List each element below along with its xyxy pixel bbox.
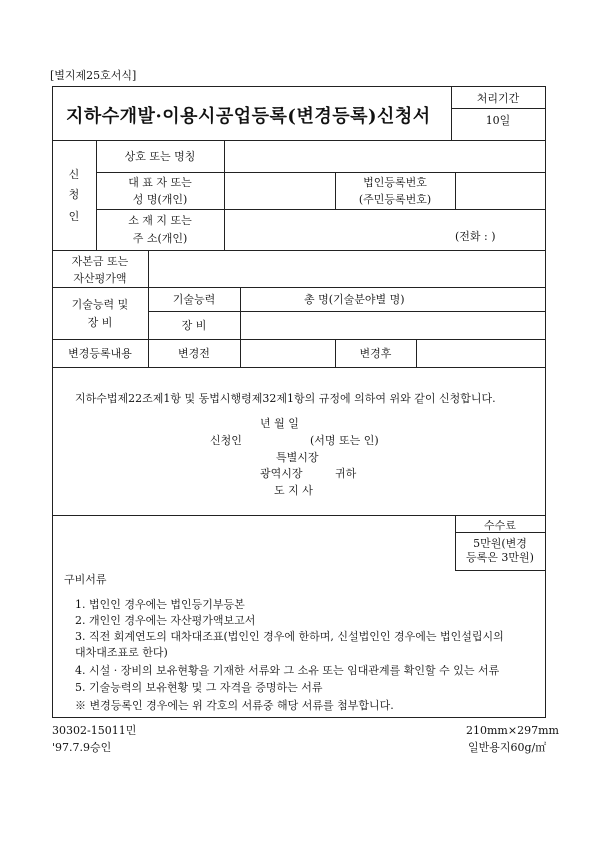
required-doc-3: 3. 직전 회계연도의 대차대조표(법인인 경우에 한하며, 신설법인인 경우에는 법인설립시의 xyxy=(75,630,504,643)
address-label-1: 소 재 지 또는 xyxy=(128,214,192,227)
tech-count-text: 총 명(기술분야별 명) xyxy=(304,293,405,306)
address-label-2: 주 소(개인) xyxy=(132,232,188,245)
equipment-field[interactable] xyxy=(242,313,543,337)
required-docs-note: ※ 변경등록인 경우에는 위 각호의 서류중 해당 서류를 첨부합니다. xyxy=(75,699,394,712)
fee-value-1: 5만원(변경 xyxy=(473,537,527,550)
signer-label: 신청인 xyxy=(210,434,242,447)
required-doc-5: 5. 기술능력의 보유현황 및 그 자격을 증명하는 서류 xyxy=(75,681,323,694)
company-name-label: 상호 또는 명칭 xyxy=(124,150,196,163)
recipient-line-2: 광역시장 xyxy=(260,467,303,480)
representative-label-2: 성 명(개인) xyxy=(132,193,188,206)
representative-field[interactable] xyxy=(226,174,333,207)
capital-label-2: 자산평가액 xyxy=(73,272,127,285)
footer-form-code: 30302-15011민 xyxy=(52,724,137,737)
change-content-label: 변경등록내용 xyxy=(68,347,132,360)
change-after-label: 변경후 xyxy=(359,347,392,360)
corp-reg-label-2: (주민등록번호) xyxy=(358,193,432,206)
applicant-side-2: 청 xyxy=(68,188,80,201)
capital-label-1: 자본금 또는 xyxy=(71,255,129,268)
tech-equip-label-2: 장 비 xyxy=(87,316,113,329)
fee-label: 수수료 xyxy=(484,519,516,532)
recipient-line-3: 도 지 사 xyxy=(274,484,313,497)
corp-reg-field[interactable] xyxy=(457,174,543,207)
form-number-label: [별지제25호서식] xyxy=(50,69,137,82)
recipient-suffix: 귀하 xyxy=(335,467,357,480)
recipient-line-1: 특별시장 xyxy=(276,451,319,464)
footer-paper-size: 210mm×297mm xyxy=(466,724,559,737)
change-after-field[interactable] xyxy=(418,341,543,365)
representative-label-1: 대 표 자 또는 xyxy=(128,176,192,189)
equipment-label: 장 비 xyxy=(181,319,207,332)
required-doc-2: 2. 개인인 경우에는 자산평가액보고서 xyxy=(75,614,256,627)
change-before-label: 변경전 xyxy=(178,347,210,360)
company-name-field[interactable] xyxy=(226,142,543,170)
fee-value-2: 등록은 3만원) xyxy=(466,551,534,564)
signer-note: (서명 또는 인) xyxy=(310,434,379,447)
corp-reg-label-1: 법인등록번호 xyxy=(363,176,427,189)
footer-approval: '97.7.9승인 xyxy=(52,741,112,754)
application-statement: 지하수법제22조제1항 및 동법시행령제32제1항의 규정에 의하여 위와 같이 신청합니다. xyxy=(75,392,496,405)
tech-equip-label-1: 기술능력 및 xyxy=(71,298,129,311)
phone-label: (전화 : ) xyxy=(455,230,496,243)
date-line: 년 월 일 xyxy=(260,417,299,430)
form-title: 지하수개발·이용시공업등록(변경등록)신청서 xyxy=(66,106,431,127)
processing-period-label: 처리기간 xyxy=(476,92,520,105)
required-doc-3-cont: 대차대조표로 한다) xyxy=(75,646,168,659)
required-docs-heading: 구비서류 xyxy=(64,573,107,586)
required-doc-1: 1. 법인인 경우에는 법인등기부등본 xyxy=(75,598,245,611)
capital-field[interactable] xyxy=(150,252,543,285)
change-before-field[interactable] xyxy=(242,341,333,365)
processing-period-value: 10일 xyxy=(485,114,511,127)
applicant-side-3: 인 xyxy=(68,210,80,223)
required-doc-4: 4. 시설 · 장비의 보유현황을 기재한 서류와 그 소유 또는 임대관계를 확인할 수 있는 서류 xyxy=(75,664,500,677)
tech-ability-label: 기술능력 xyxy=(172,293,216,306)
applicant-side-1: 신 xyxy=(68,168,80,181)
footer-paper-type: 일반용지60g/㎡ xyxy=(468,741,547,754)
